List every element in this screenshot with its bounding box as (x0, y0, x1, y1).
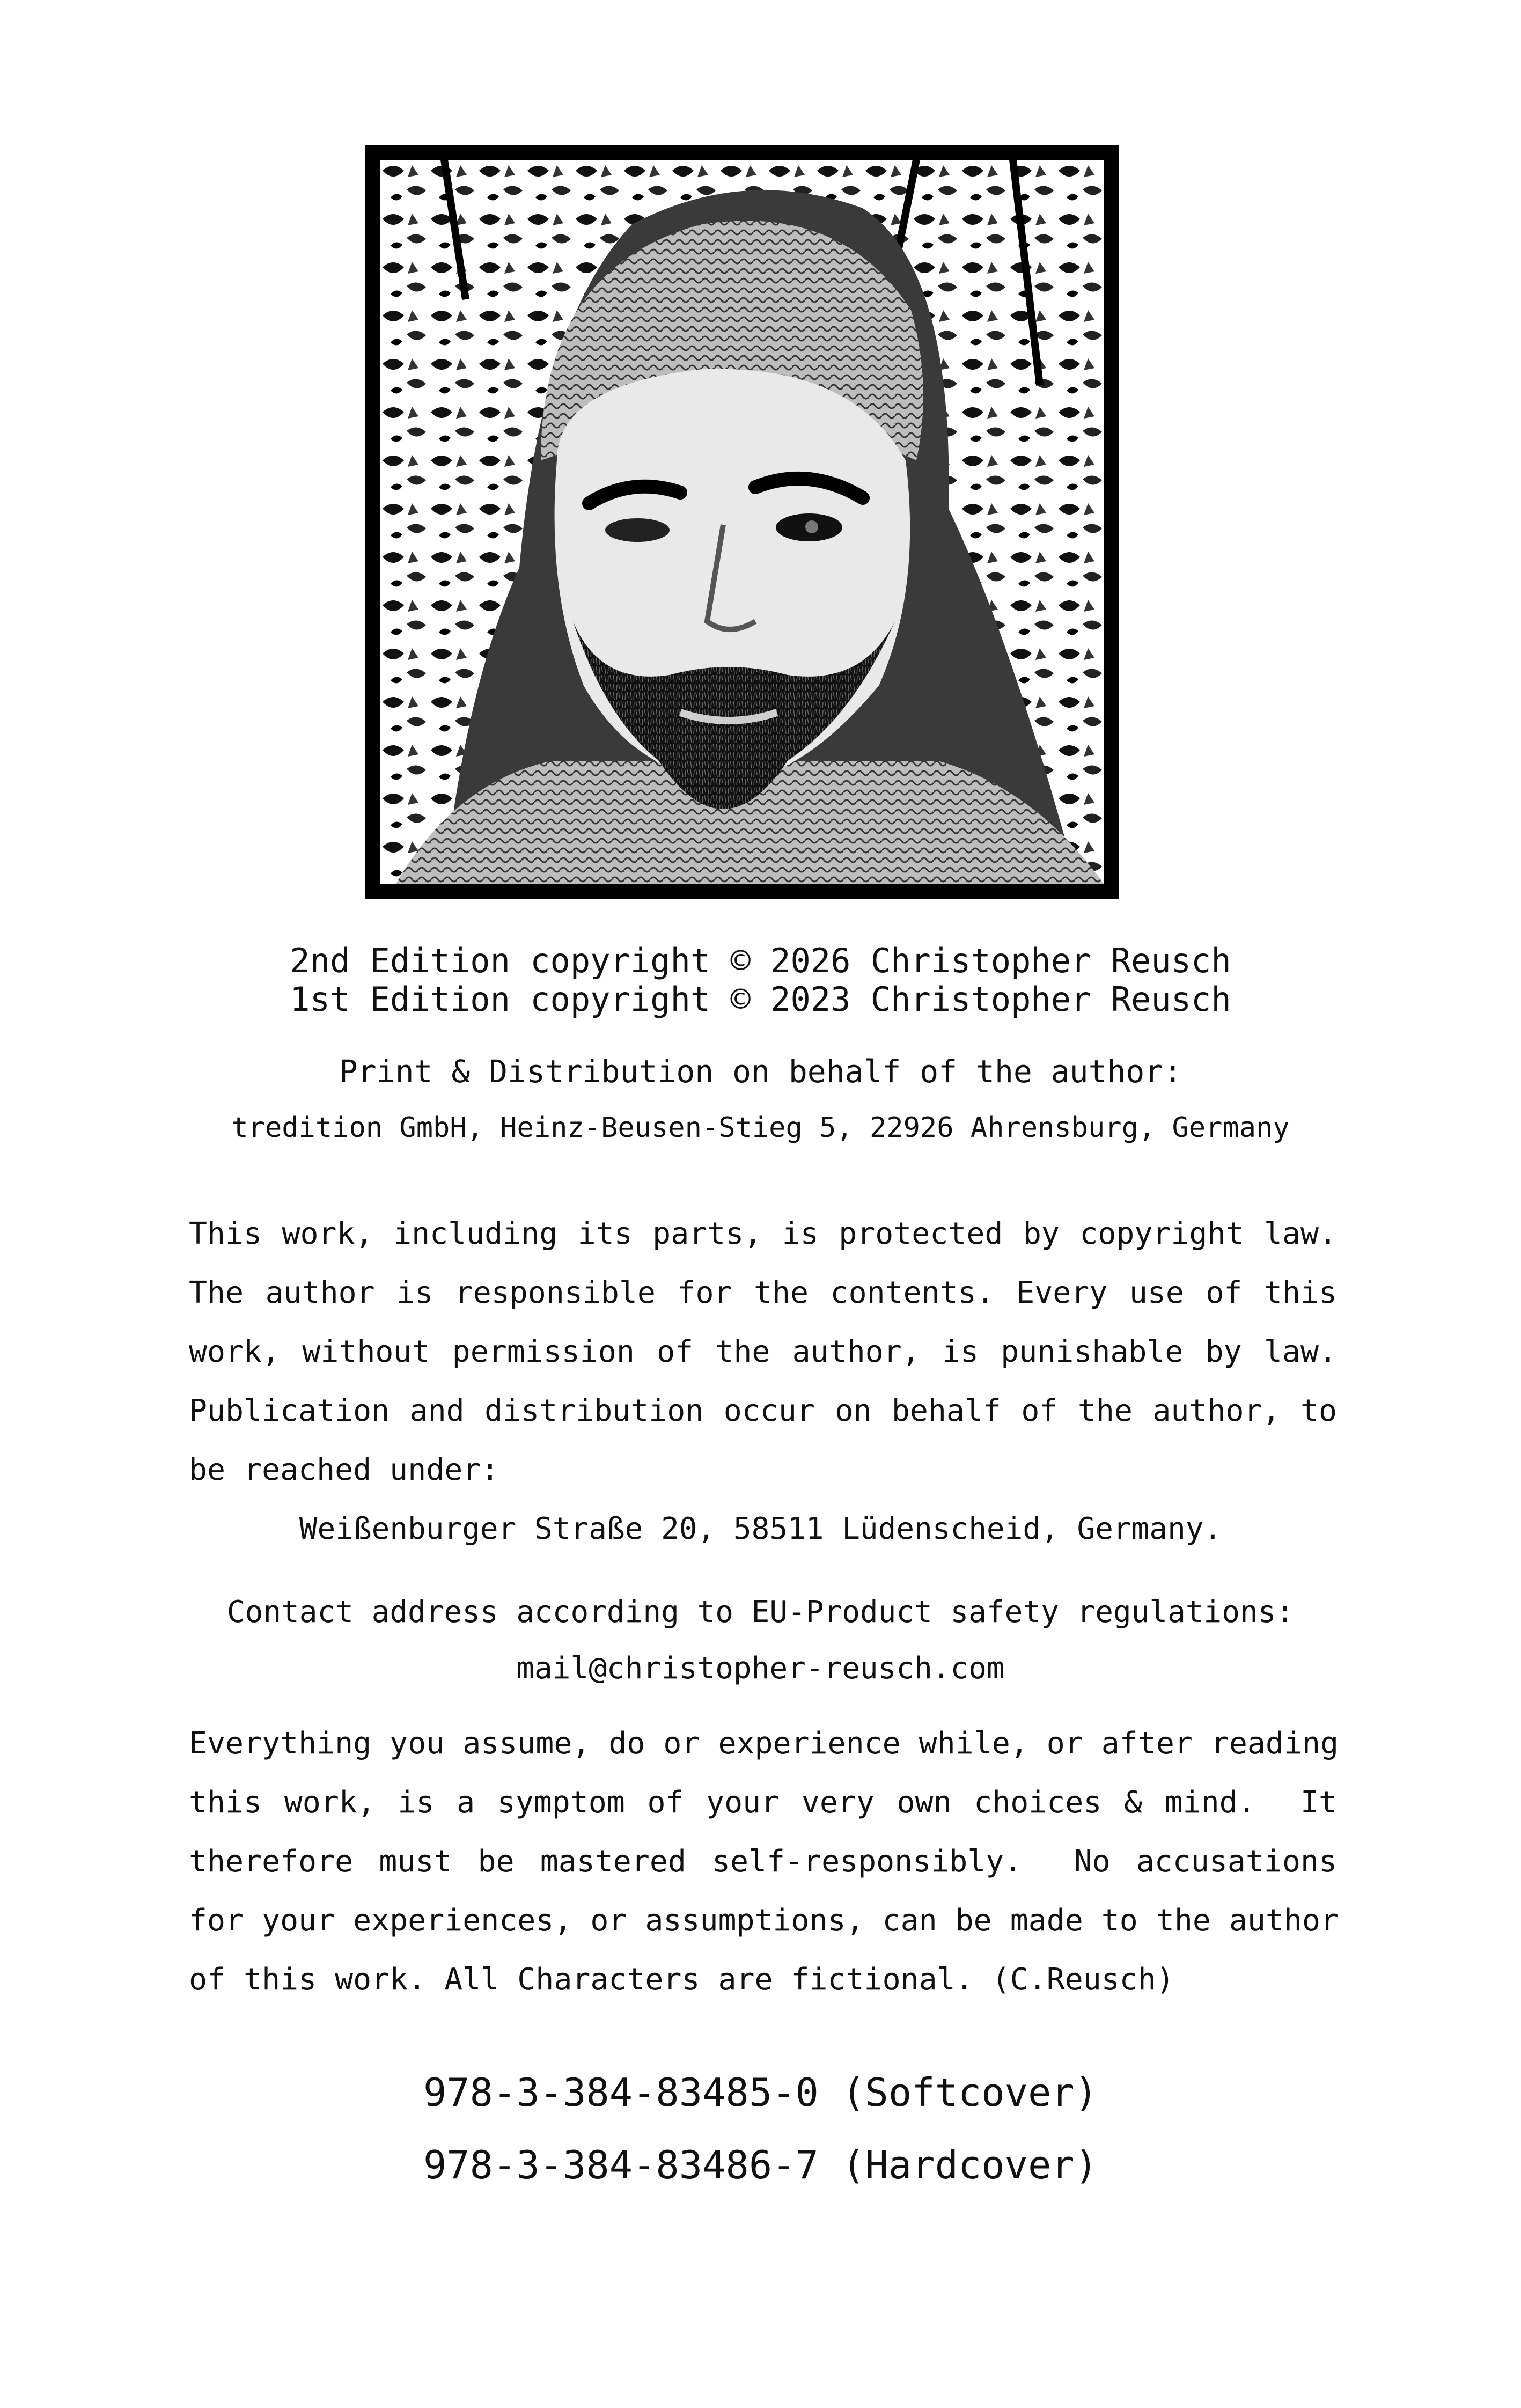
disclaimer-line: therefore must be mastered self-responsibly. No accusations (189, 1844, 1337, 1879)
isbn-softcover: 978-3-384-83485-0 (Softcover) (423, 2070, 1098, 2115)
contact-heading: Contact address according to EU-Product safety regulations: (226, 1595, 1295, 1629)
legal-line: work, without permission of the author, is punishable by law. (189, 1334, 1337, 1369)
second-edition-copyright: 2nd Edition copyright © 2026 Christopher Reusch (290, 941, 1231, 980)
legal-line: Publication and distribution occur on behalf of the author, to (189, 1393, 1337, 1428)
author-address: Weißenburger Straße 20, 58511 Lüdenscheid, Germany. (299, 1511, 1222, 1546)
contact-email[interactable]: mail@christopher-reusch.com (516, 1651, 1005, 1686)
publisher-address: tredition GmbH, Heinz-Beusen-Stieg 5, 22926 Ahrensburg, Germany (231, 1112, 1290, 1144)
disclaimer-line: for your experiences, or assumptions, can be made to the author (189, 1903, 1339, 1938)
disclaimer-line: this work, is a symptom of your very own choices & mind. It (189, 1785, 1337, 1820)
disclaimer-paragraph (189, 1714, 1337, 2009)
legal-paragraph (189, 1205, 1337, 1500)
author-portrait (365, 145, 1119, 899)
legal-line: This work, including its parts, is protected by copyright law. (189, 1216, 1337, 1251)
first-edition-copyright: 1st Edition copyright © 2023 Christopher Reusch (290, 980, 1231, 1019)
legal-line: The author is responsible for the contents. Every use of this (189, 1275, 1337, 1310)
legal-line: be reached under: (189, 1452, 499, 1487)
portrait-image (380, 160, 1104, 884)
print-distribution-heading: Print & Distribution on behalf of the author: (339, 1053, 1182, 1090)
disclaimer-line: Everything you assume, do or experience while, or after reading (189, 1726, 1339, 1761)
isbn-hardcover: 978-3-384-83486-7 (Hardcover) (423, 2142, 1098, 2187)
disclaimer-line: of this work. All Characters are fictional. (C.Reusch) (189, 1962, 1174, 1997)
